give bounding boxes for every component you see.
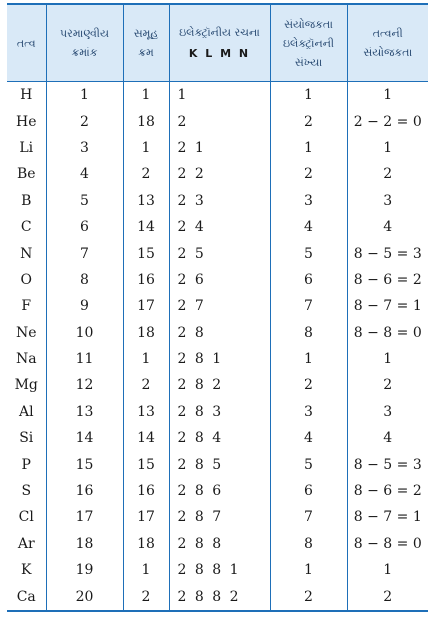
cell-electronic-config: 2 8 8 2 [169,583,270,610]
cell-atomic-number: 11 [46,346,123,372]
cell-element: Cl [7,504,46,530]
table-row [7,214,428,240]
table-row [7,161,428,187]
cell-valence-electrons: 7 [270,504,347,530]
cell-electronic-config: 2 6 [169,267,270,293]
table-row [7,557,428,583]
header-valency: તત્વની સંયોજકતા [347,4,428,82]
cell-electronic-config: 2 8 4 [169,425,270,451]
header-electronic-config [169,4,270,82]
cell-group: 16 [123,478,169,504]
cell-electronic-config: 2 8 7 [169,504,270,530]
cell-element: Si [7,425,46,451]
cell-electronic-config: 2 4 [169,214,270,240]
cell-electronic-config: 2 8 2 [169,372,270,398]
cell-group: 17 [123,293,169,319]
cell-valence-electrons: 1 [270,135,347,161]
cell-electronic-config: 2 8 [169,320,270,346]
cell-element: N [7,240,46,266]
table-row [7,478,428,504]
cell-element: F [7,293,46,319]
table-row [7,240,428,266]
cell-valency: 8 − 8 = 0 [347,320,428,346]
cell-group: 17 [123,504,169,530]
table-row [7,135,428,161]
valency-table [7,3,428,612]
cell-element: Ne [7,320,46,346]
cell-valence-electrons: 1 [270,82,347,109]
cell-valence-electrons: 2 [270,583,347,610]
table-row [7,399,428,425]
cell-valency: 1 [347,557,428,583]
cell-group: 18 [123,320,169,346]
cell-group: 13 [123,399,169,425]
header-group: સમૂહ ક્રમ [123,4,169,82]
cell-valence-electrons: 1 [270,346,347,372]
cell-electronic-config: 2 8 8 [169,531,270,557]
cell-valency: 2 [347,161,428,187]
cell-atomic-number: 19 [46,557,123,583]
cell-electronic-config: 2 8 1 [169,346,270,372]
cell-valency: 8 − 5 = 3 [347,451,428,477]
table-row [7,504,428,530]
table-row [7,531,428,557]
cell-element: Be [7,161,46,187]
cell-electronic-config: 2 2 [169,161,270,187]
header-shells: K L M N [188,47,251,60]
cell-valency: 8 − 7 = 1 [347,504,428,530]
header-electronic-config-label: ઇલેક્ટ્રૉનીય રચના [179,26,260,39]
cell-electronic-config: 2 1 [169,135,270,161]
cell-atomic-number: 4 [46,161,123,187]
cell-valence-electrons: 8 [270,320,347,346]
cell-atomic-number: 16 [46,478,123,504]
cell-element: P [7,451,46,477]
cell-electronic-config: 2 [169,108,270,134]
cell-electronic-config: 2 7 [169,293,270,319]
cell-atomic-number: 10 [46,320,123,346]
cell-atomic-number: 2 [46,108,123,134]
cell-group: 2 [123,161,169,187]
cell-valence-electrons: 8 [270,531,347,557]
cell-element: Na [7,346,46,372]
header-element: તત્વ [7,4,46,82]
table-row [7,293,428,319]
table-row [7,346,428,372]
cell-valency: 8 − 6 = 2 [347,267,428,293]
cell-electronic-config: 2 3 [169,188,270,214]
cell-valence-electrons: 6 [270,478,347,504]
cell-valency: 3 [347,399,428,425]
cell-element: O [7,267,46,293]
cell-group: 1 [123,82,169,109]
cell-electronic-config: 1 [169,82,270,109]
table-row [7,82,428,109]
cell-valency: 8 − 7 = 1 [347,293,428,319]
cell-element: He [7,108,46,134]
cell-valency: 4 [347,425,428,451]
cell-valence-electrons: 7 [270,293,347,319]
cell-valence-electrons: 2 [270,161,347,187]
table-header [7,4,428,82]
cell-valency: 8 − 5 = 3 [347,240,428,266]
cell-valence-electrons: 6 [270,267,347,293]
cell-element: Ca [7,583,46,610]
cell-electronic-config: 2 8 8 1 [169,557,270,583]
cell-group: 14 [123,425,169,451]
cell-electronic-config: 2 8 6 [169,478,270,504]
cell-element: C [7,214,46,240]
cell-group: 2 [123,583,169,610]
table-row [7,188,428,214]
header-row [7,4,428,82]
cell-electronic-config: 2 8 3 [169,399,270,425]
table-row [7,372,428,398]
cell-element: Ar [7,531,46,557]
cell-valence-electrons: 4 [270,214,347,240]
cell-valency: 2 [347,583,428,610]
cell-atomic-number: 15 [46,451,123,477]
cell-atomic-number: 3 [46,135,123,161]
cell-group: 2 [123,372,169,398]
cell-atomic-number: 18 [46,531,123,557]
table-row [7,451,428,477]
valency-table-container [7,3,428,613]
cell-valency: 1 [347,82,428,109]
cell-valence-electrons: 5 [270,240,347,266]
cell-valency: 8 − 6 = 2 [347,478,428,504]
cell-element: B [7,188,46,214]
cell-valence-electrons: 3 [270,188,347,214]
cell-group: 1 [123,557,169,583]
cell-atomic-number: 6 [46,214,123,240]
header-atomic-number: પરમાણ્વીય ક્રમાંક [46,4,123,82]
cell-group: 13 [123,188,169,214]
cell-valency: 1 [347,346,428,372]
cell-valence-electrons: 4 [270,425,347,451]
cell-valence-electrons: 3 [270,399,347,425]
table-row [7,583,428,610]
cell-atomic-number: 9 [46,293,123,319]
cell-atomic-number: 20 [46,583,123,610]
cell-atomic-number: 13 [46,399,123,425]
cell-electronic-config: 2 8 5 [169,451,270,477]
cell-group: 1 [123,135,169,161]
cell-group: 15 [123,240,169,266]
table-row [7,320,428,346]
header-valence-electrons: સંયોજકતા ઇલેક્ટ્રૉનની સંખ્યા [270,4,347,82]
cell-valence-electrons: 2 [270,372,347,398]
table-row [7,425,428,451]
cell-group: 15 [123,451,169,477]
table-row [7,267,428,293]
cell-electronic-config: 2 5 [169,240,270,266]
cell-valency: 1 [347,135,428,161]
cell-element: Al [7,399,46,425]
cell-group: 18 [123,531,169,557]
cell-element: Mg [7,372,46,398]
cell-atomic-number: 7 [46,240,123,266]
table-row [7,108,428,134]
cell-atomic-number: 12 [46,372,123,398]
cell-element: Li [7,135,46,161]
cell-atomic-number: 5 [46,188,123,214]
cell-valence-electrons: 5 [270,451,347,477]
cell-valence-electrons: 1 [270,557,347,583]
cell-element: H [7,82,46,109]
cell-group: 18 [123,108,169,134]
cell-element: K [7,557,46,583]
cell-atomic-number: 1 [46,82,123,109]
cell-valency: 8 − 8 = 0 [347,531,428,557]
cell-valence-electrons: 2 [270,108,347,134]
cell-atomic-number: 8 [46,267,123,293]
cell-valency: 2 [347,372,428,398]
cell-atomic-number: 17 [46,504,123,530]
cell-valency: 2 − 2 = 0 [347,108,428,134]
cell-atomic-number: 14 [46,425,123,451]
cell-element: S [7,478,46,504]
cell-group: 1 [123,346,169,372]
cell-valency: 4 [347,214,428,240]
cell-group: 14 [123,214,169,240]
cell-group: 16 [123,267,169,293]
cell-valency: 3 [347,188,428,214]
table-body [7,82,428,611]
